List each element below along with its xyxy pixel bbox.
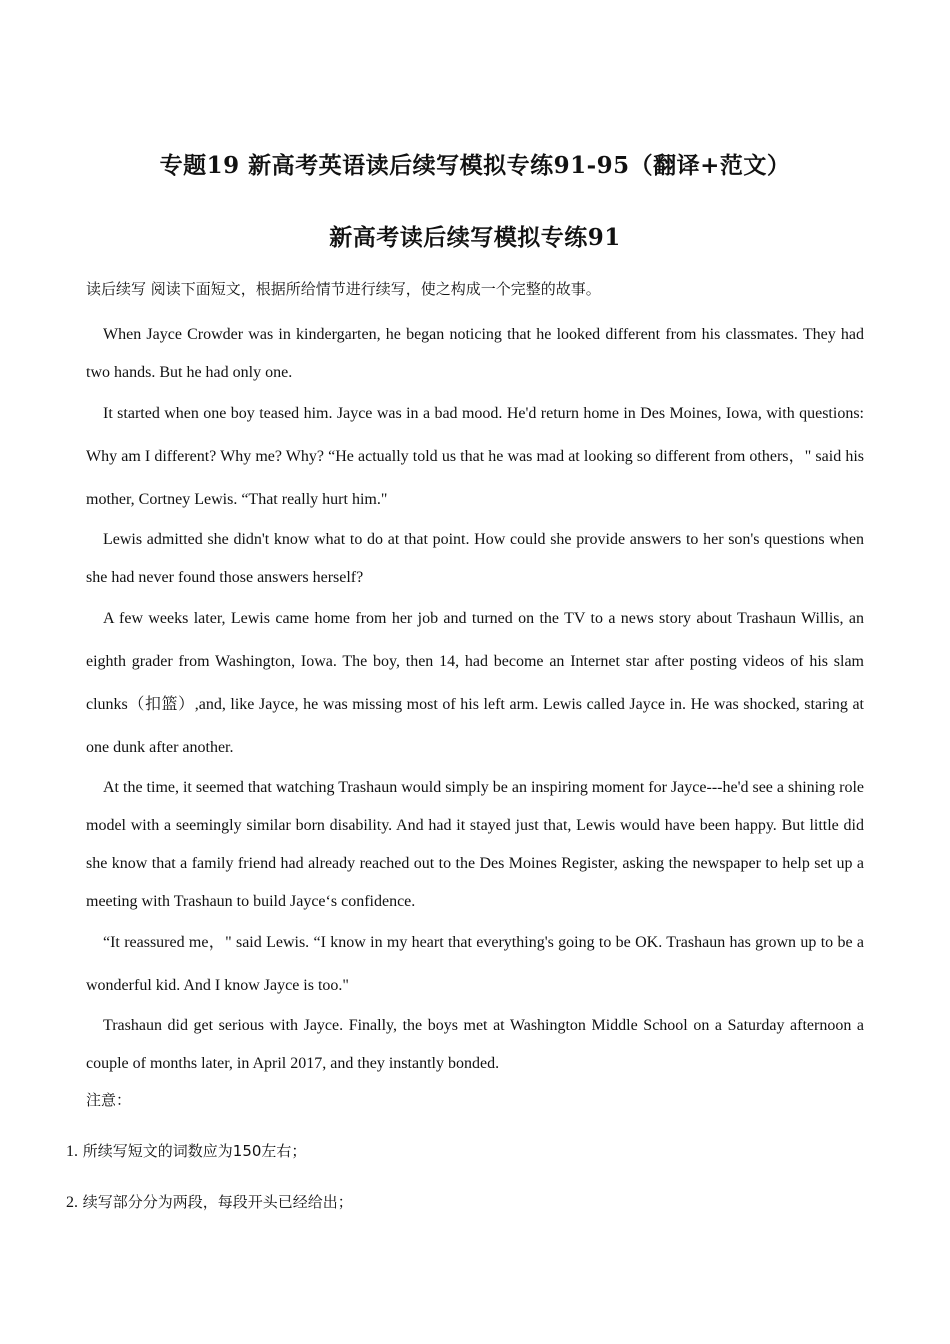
- story-paragraph-3: Lewis admitted she didn't know what to do at that point. How could she provide answers to her son's questions when she had never found those answers herself?: [86, 531, 864, 586]
- document-title: 专题19 新高考英语读后续写模拟专练91-95（翻译+范文）: [159, 152, 791, 179]
- story-paragraph-7: Trashaun did get serious with Jayce. Finally, the boys met at Washington Middle School on a Saturday afternoon a couple of months later, in April 2017, and they instantly bonded.: [86, 1017, 864, 1072]
- story-paragraph-2: It started when one boy teased him. Jayce was in a bad mood. He'd return home in Des Moines, Iowa, with questions: Why am I different? Why me? Why? “He actually told us that he was mad at looking so different from others，" said his mother, Cortney Lewis. “That really hurt him.": [86, 405, 864, 508]
- story-paragraph-5: At the time, it seemed that watching Trashaun would simply be an inspiring moment for Jayce---he'd see a shining role model with a seemingly similar born disability. And had it stayed just that, Lewis would have been happy. But little did she know that a family friend had already reached out to the Des Moines Register, asking the newspaper to help set up a meeting with Trashaun to build Jayce‘s confidence.: [86, 779, 864, 910]
- note-item-2: [66, 1191, 353, 1212]
- story-paragraph-6: “It reassured me，" said Lewis. “I know in my heart that everything's going to be OK. Trashaun has grown up to be a wonderful kid. And I know Jayce is too.": [86, 934, 864, 994]
- note-text: 所续写短文的词数应为150左右；: [82, 1142, 307, 1160]
- story-paragraph-1: When Jayce Crowder was in kindergarten, he began noticing that he looked different from his classmates. They had two hands. But he had only one.: [86, 326, 864, 381]
- note-item-1: [66, 1140, 306, 1161]
- note-number: 1.: [66, 1143, 78, 1160]
- note-text: 续写部分分为两段，每段开头已经给出；: [82, 1193, 353, 1211]
- document-subtitle: 新高考读后续写模拟专练91: [329, 224, 621, 251]
- story-paragraph-4: A few weeks later, Lewis came home from her job and turned on the TV to a news story about Trashaun Willis, an eighth grader from Washington, Iowa. The boy, then 14, had become an Internet star after posting videos of his slam clunks（扣篮）,and, like Jayce, he was missing most of his left arm. Lewis called Jayce in. He was shocked, staring at one dunk after another.: [86, 610, 864, 756]
- note-number: 2.: [66, 1194, 78, 1211]
- notes-heading: 注意：: [86, 1091, 132, 1109]
- instruction-text: 读后续写 阅读下面短文，根据所给情节进行续写，使之构成一个完整的故事。: [86, 280, 601, 298]
- story-text: [86, 316, 864, 1083]
